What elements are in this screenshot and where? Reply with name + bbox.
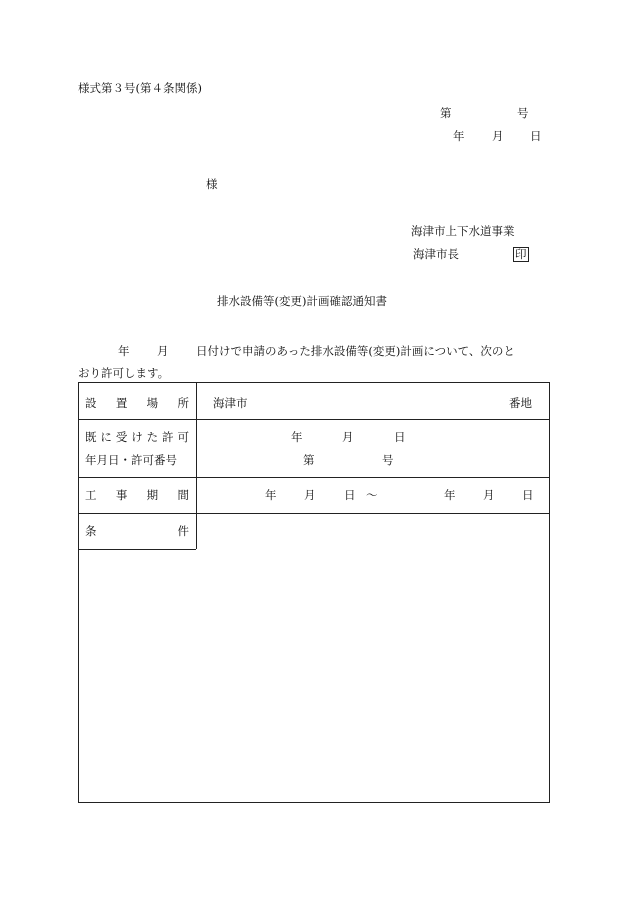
addressee-suffix: 様 — [206, 177, 218, 191]
label-prior-permit-line2: 年月日・許可番号 — [85, 453, 177, 467]
prior-permit-go: 号 — [382, 453, 394, 467]
label-char: に — [100, 430, 112, 444]
row-divider — [79, 477, 549, 478]
body-text-line2: おり許可します。 — [78, 366, 170, 380]
body-year: 年 — [118, 344, 130, 358]
label-char: 期 — [146, 488, 159, 502]
start-month: 月 — [304, 488, 316, 502]
seal-icon: 印 — [515, 247, 527, 261]
seal-mark — [513, 247, 529, 262]
end-day: 日 — [522, 488, 534, 502]
label-char: 置 — [115, 396, 128, 410]
label-char: 設 — [85, 396, 97, 410]
label-conditions — [85, 526, 189, 538]
label-char: 件 — [177, 524, 189, 538]
body-month: 月 — [157, 344, 169, 358]
period-tilde: ～ — [366, 488, 378, 502]
body-text-line1: 日付けで申請のあった排水設備等(変更)計画について、次のと — [196, 344, 515, 358]
permit-table — [78, 382, 550, 803]
prior-permit-dai: 第 — [303, 453, 315, 467]
label-construction-period — [85, 490, 189, 502]
label-char: 可 — [177, 430, 189, 444]
prior-permit-year: 年 — [291, 430, 303, 444]
end-year: 年 — [444, 488, 456, 502]
label-char: 既 — [85, 430, 97, 444]
label-char: 所 — [177, 396, 189, 410]
start-year: 年 — [265, 488, 277, 502]
condition-label-bottom — [79, 549, 196, 550]
issuer-name: 海津市長 — [413, 247, 459, 261]
location-city: 海津市 — [213, 396, 248, 410]
label-char: 事 — [115, 488, 128, 502]
document-title: 排水設備等(変更)計画確認通知書 — [217, 294, 387, 308]
prior-permit-day: 日 — [394, 430, 406, 444]
form-number: 様式第３号(第４条関係) — [78, 81, 202, 95]
location-banchi: 番地 — [509, 396, 532, 410]
label-location — [85, 398, 189, 410]
doc-number-go: 号 — [517, 106, 529, 120]
label-char: 受 — [115, 430, 128, 444]
issue-date-day: 日 — [530, 129, 542, 143]
label-char: 工 — [85, 488, 97, 502]
prior-permit-month: 月 — [342, 430, 354, 444]
label-char: 間 — [177, 488, 189, 502]
issuer-organization: 海津市上下水道事業 — [411, 224, 515, 238]
doc-number-dai: 第 — [440, 106, 452, 120]
label-char: た — [146, 430, 159, 444]
label-char: 場 — [146, 396, 159, 410]
issue-date-year: 年 — [453, 129, 465, 143]
row-divider — [79, 513, 549, 514]
label-char: け — [131, 430, 143, 444]
label-char: 許 — [162, 430, 174, 444]
row-divider — [79, 419, 549, 420]
label-char: 条 — [85, 524, 97, 538]
issue-date-month: 月 — [492, 129, 504, 143]
label-prior-permit-line1 — [85, 432, 189, 444]
end-month: 月 — [483, 488, 495, 502]
start-day: 日 — [344, 488, 356, 502]
condition-label-right — [196, 513, 197, 549]
